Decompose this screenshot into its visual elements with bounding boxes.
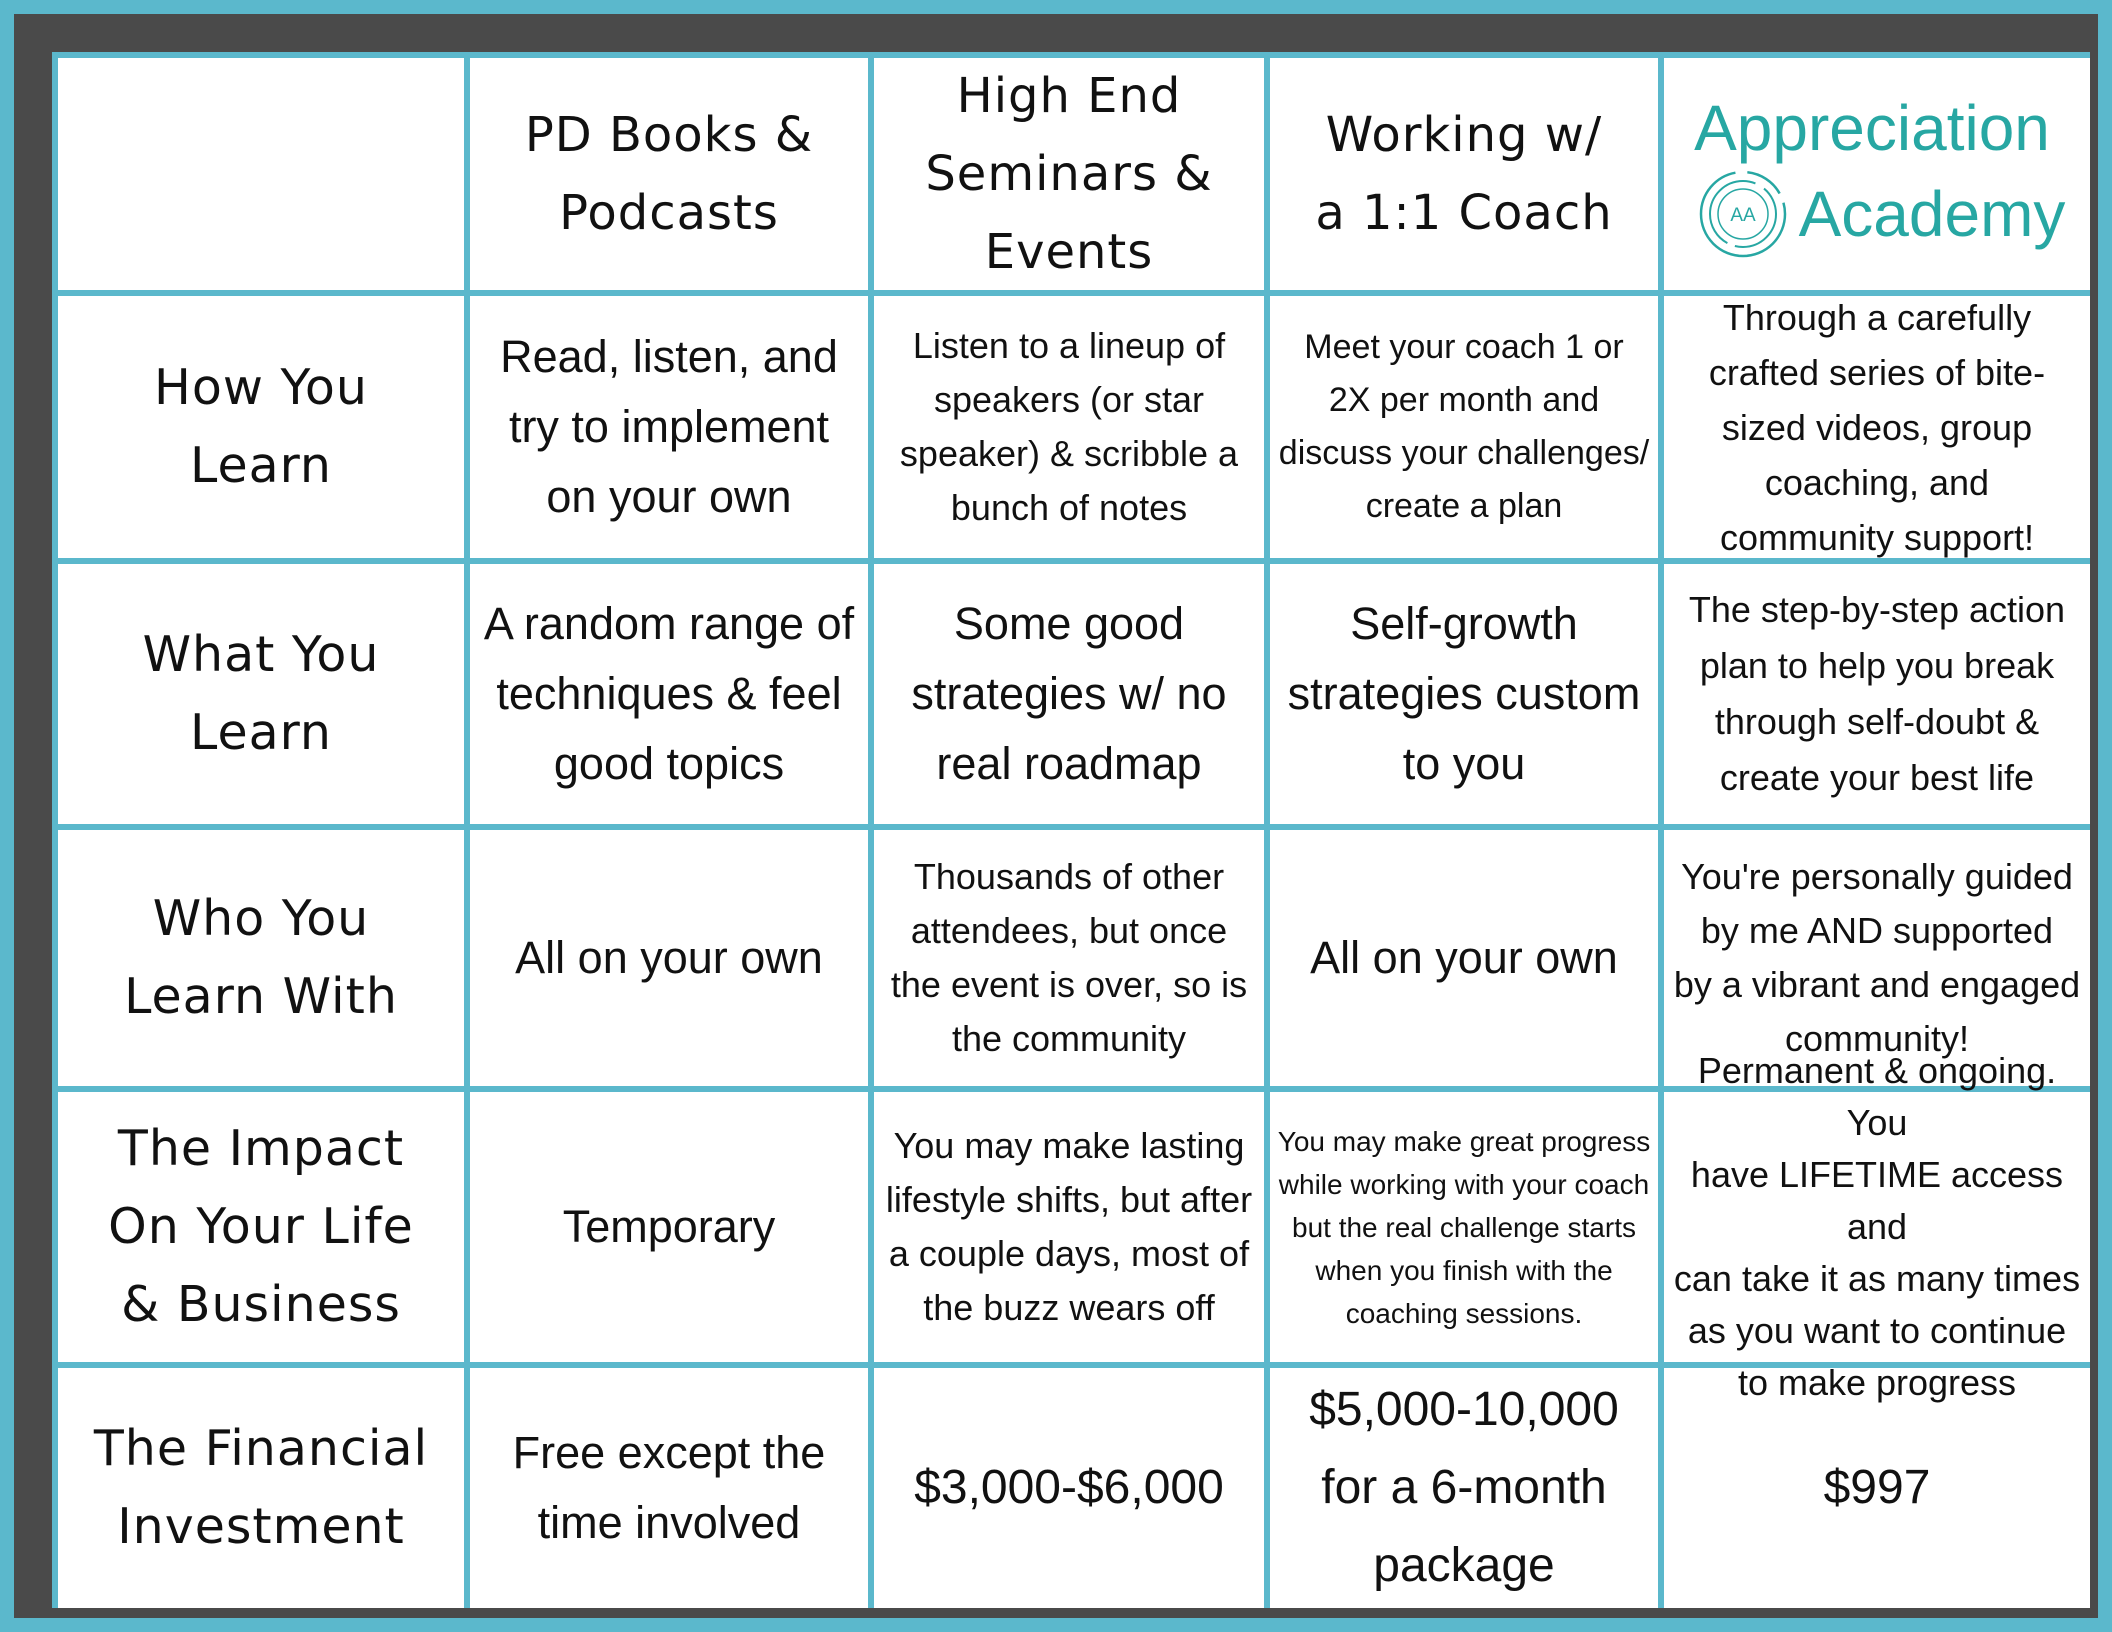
row-label-what: What You Learn [52, 564, 470, 830]
cell-what-academy: The step-by-step action plan to help you break through self-doubt & create your best life [1664, 564, 2090, 830]
header-pd-books [470, 52, 874, 296]
cell-how-coach: Meet your coach 1 or 2X per month and discuss your challenges/ create a plan [1270, 296, 1664, 564]
appreciation-academy-logo [1670, 88, 2084, 260]
logo-word-appreciation: Appreciation [1694, 92, 2050, 164]
header-pd-books-label: PD Books & Podcasts [524, 107, 814, 241]
cell-investment-academy: $997 [1823, 1461, 1931, 1514]
logo-word-academy: Academy [1798, 178, 2066, 250]
aa-circle-icon [1697, 168, 1789, 260]
cell-investment-pd: Free except the time involved [470, 1368, 874, 1608]
header-coach-label: Working w/ a 1:1 Coach [1315, 107, 1613, 241]
cell-investment-coach: $5,000-10,000 for a 6-month package [1270, 1368, 1664, 1608]
cell-how-pd: Read, listen, and try to implement on your own [470, 296, 874, 564]
cell-who-seminars: Thousands of other attendees, but once the event is over, so is the community [874, 830, 1270, 1092]
cell-investment-seminars: $3,000-$6,000 [874, 1368, 1270, 1608]
logo-mark-text: AA [1729, 205, 1756, 226]
row-label-who: Who You Learn With [52, 830, 470, 1092]
comparison-table [52, 52, 2090, 1608]
cell-impact-academy: Permanent & ongoing. You have LIFETIME access and can take it as many times as you want to continue to make progress [1664, 1092, 2090, 1368]
row-label-how: How You Learn [52, 296, 470, 564]
cell-who-academy: You're personally guided by me AND supported by a vibrant and engaged community! [1664, 830, 2090, 1092]
cell-impact-pd: Temporary [470, 1092, 874, 1368]
header-empty-cell [52, 52, 470, 296]
cell-who-pd: All on your own [470, 830, 874, 1092]
row-label-investment: The Financial Investment [52, 1368, 470, 1608]
row-label-impact: The Impact On Your Life & Business [52, 1092, 470, 1368]
header-coach [1270, 52, 1664, 296]
cell-how-academy: Through a carefully crafted series of bite- sized videos, group coaching, and community support! [1664, 296, 2090, 564]
cell-impact-coach: You may make great progress while working with your coach but the real challenge starts when you finish with the coaching sessions. [1270, 1092, 1664, 1368]
header-seminars-label: High End Seminars & Events [925, 68, 1213, 280]
cell-what-coach: Self-growth strategies custom to you [1270, 564, 1664, 830]
header-seminars [874, 52, 1270, 296]
cell-impact-seminars: You may make lasting lifestyle shifts, but after a couple days, most of the buzz wears off [874, 1092, 1270, 1368]
header-logo-cell [1664, 52, 2090, 296]
outer-frame [14, 14, 2098, 1618]
cell-how-seminars: Listen to a lineup of speakers (or star speaker) & scribble a bunch of notes [874, 296, 1270, 564]
cell-what-seminars: Some good strategies w/ no real roadmap [874, 564, 1270, 830]
cell-what-pd: A random range of techniques & feel good topics [470, 564, 874, 830]
cell-who-coach: All on your own [1270, 830, 1664, 1092]
